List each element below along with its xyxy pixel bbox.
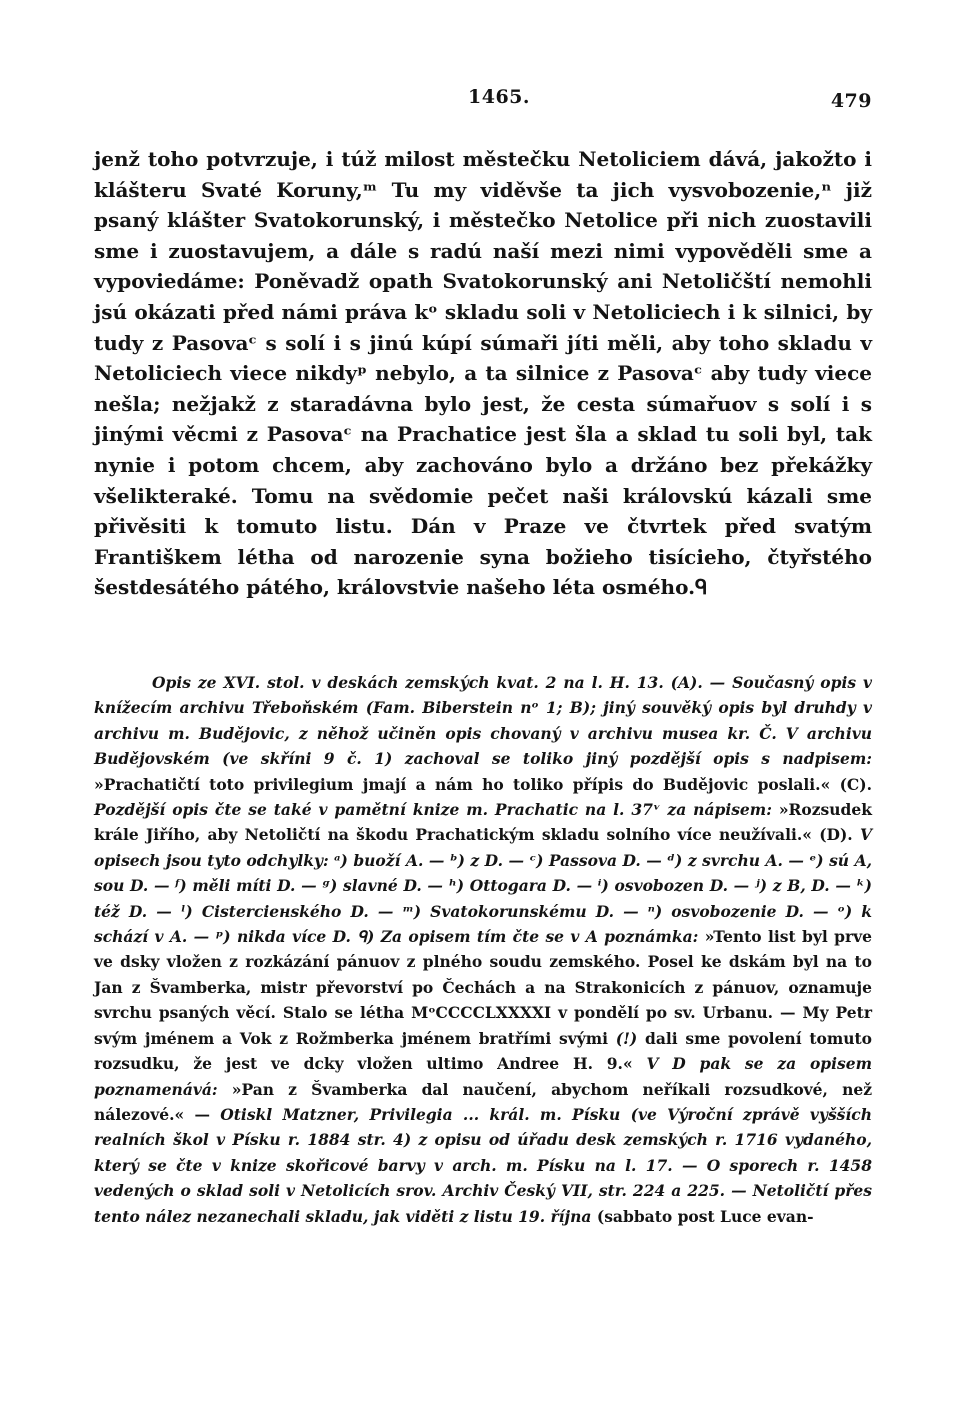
running-head bbox=[90, 86, 872, 116]
note-quote-run: »Pan z Švamberka dal naučení, abychom neříkali rozsudkové, než nálezové.« — bbox=[94, 1079, 872, 1124]
note-italic-run: Opis ze XVI. stol. v deskách zemských kvat. 2 na l. H. 13. (A). — Současný opis v knížecím archivu Třeboňském (Fam. Biberstein nᵒ 1; B); jiný souvěký opis byl druhdy v archivu m. Budějovic, z něhož učiněn opis chovaný v archivu musea kr. Č. V archivu Budějovském (ve skříni 9 č. 1) zachoval se toliko jiný pozdější opis s nadpisem: bbox=[94, 673, 872, 769]
note-quote-run: dali sme povolení tomuto rozsudku, že jest ve dcky vložen ultimo Andree H. 9.« bbox=[94, 1028, 872, 1074]
page-year: 1465. bbox=[468, 86, 530, 108]
footnote-paragraph bbox=[94, 670, 872, 1229]
note-italic-run: Pozdější opis čte se také v pamětní knize m. Prachatic na l. 37ᵛ za nápisem: bbox=[94, 800, 772, 820]
note-quote-run: »Prachatičtí toto privilegium jmají a nám ho toliko přípis do Budějovic poslali.« (C). bbox=[94, 774, 872, 794]
note-quote-run: »Tento list byl prve ve dsky vložen z rozkázání pánuov z plného soudu zemského. Posel ke dskám byl na to Jan z Švamberka, mistr převorství po Čechách a na Strakonicích z pánuov, oznamuje svrchu psaných věcí. Stalo se létha MᵒCCCCLXXXXI v pondělí po sv. Urbanu. — My Petr svým jménem a Vok z Rožmberka jménem bratřími svými bbox=[94, 927, 872, 1048]
page-number: 479 bbox=[830, 90, 872, 112]
note-italic-run: (!) bbox=[615, 1028, 638, 1048]
note-italic-run: V D pak se za opisem poznamenává: bbox=[94, 1054, 872, 1099]
main-paragraph: jenž toho potvrzuje, i túž milost městečku Netoliciem dává, jakožto i klášteru Svaté Koruny,ᵐ Tu my viděvše ta jich vysvobozenie,ⁿ již psaný klášter Svatokorunský, i městečko Netolice při nich zuostavili sme i zuostavujem, a dále s radú naší mezi nimi vypověděli sme a vypoviedáme: Poněvadž opath Svatokorunský ani Netoličští nemohli jsú okázati před námi práva kᵒ skladu soli v Netoliciech i k silnici, by tudy z Pasovaᶜ s solí i s jinú kúpí súmaři jíti měli, aby toho skladu v Netoliciech viece nikdyᵖ nebylo, a ta silnice z Pasovaᶜ aby tudy viece nešla; nežjakž z staradávna bylo jest, že cesta súmařuov s solí i s jinými věcmi z Pasovaᶜ na Prachatice jest šla a sklad tu soli byl, tak nynie i potom chcem, aby zachováno bylo a držáno bez překážky všelikteraké. Tomu na svědomie pečet naši královskú kázali sme přivěsiti k tomuto listu. Dán v Praze ve čtvrtek před svatým Františkem létha od narozenie syna božieho tisícieho, čtyřstého šestdesátého pátého, královstvie našeho léta osmého.ᑫ bbox=[94, 147, 872, 600]
main-text bbox=[94, 144, 872, 603]
note-quote-run: »Rozsudek krále Jiřího, aby Netoličtí na škodu Prachatickým skladu solního více neužívali.« (D). bbox=[94, 800, 872, 845]
note-quote-run: (sabbato post Luce evan- bbox=[596, 1206, 814, 1226]
footnotes bbox=[94, 670, 872, 1229]
note-italic-run: Otiskl Matzner, Privilegia ... král. m. Písku (ve Výroční zprávě vyšších realních škol v Písku r. 1884 str. 4) z opisu od úřadu desk zemských r. 1716 vydaného, který se čte v knize skořicové barvy v arch. m. Písku na l. 17. — O sporech r. 1458 vedených o sklad soli v Netolicích srov. Archiv Český VII, str. 224 a 225. — Netoličtí přes tento nález nezanechali skladu, jak viděti z listu 19. října bbox=[94, 1104, 872, 1226]
note-italic-run: V opisech jsou tyto odchylky: ᵃ) buoží A. — ᵇ) z D. — ᶜ) Passova D. — ᵈ) z svrchu A. — ᵉ) sú A, sou D. — ᶠ) měli míti D. — ᵍ) slavné D. — ʰ) Ottogara D. — ⁱ) osvobozen D. — ʲ) z B, D. — ᵏ) též D. — ˡ) Cisterciенského D. — ᵐ) Svatokorunskému D. — ⁿ) osvobozenie D. — ᵒ) k schází v A. — ᵖ) nikda více D. ᑫ) Za opisem tím čte se v A poznámka: bbox=[94, 825, 872, 947]
